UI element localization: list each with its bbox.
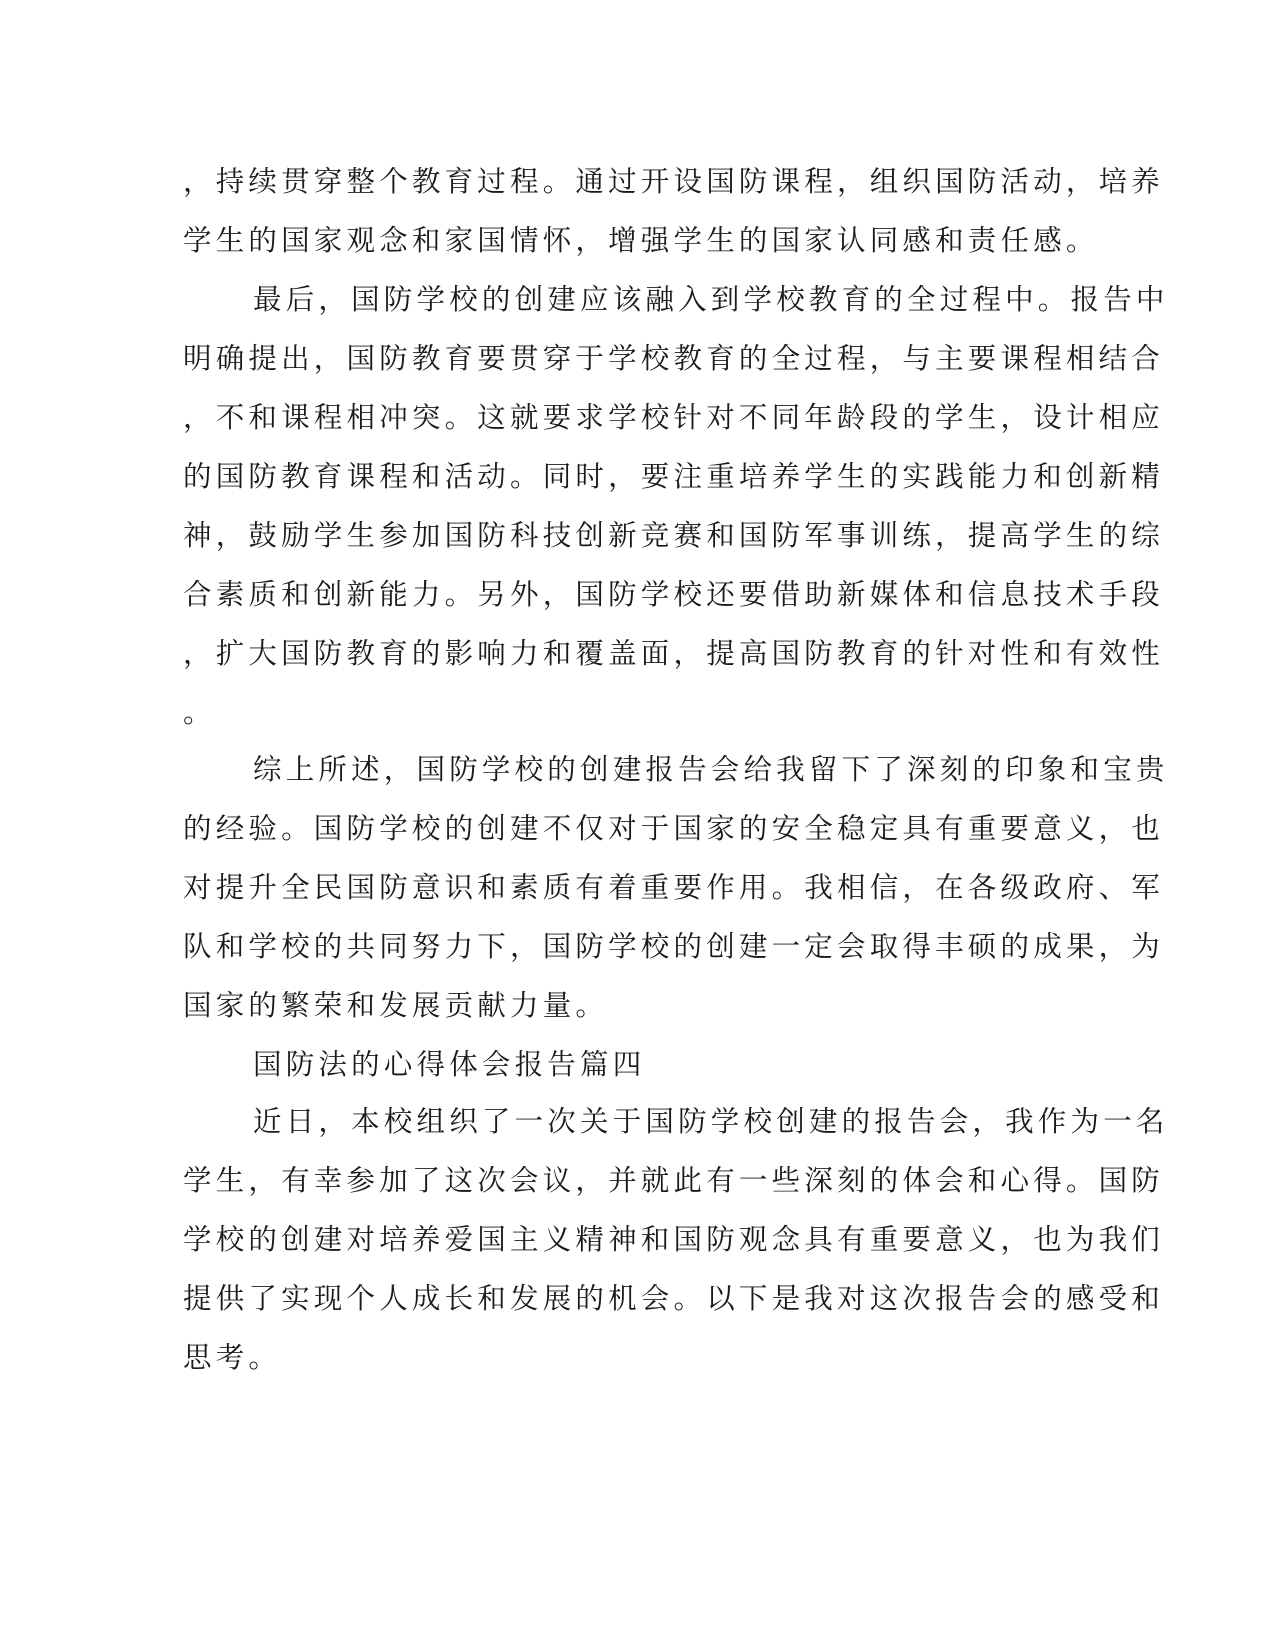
paragraph-line: 国家的繁荣和发展贡献力量。 xyxy=(183,989,609,1022)
section-heading: 国防法的心得体会报告篇四 xyxy=(253,1048,646,1081)
paragraph-line: 神，鼓励学生参加国防科技创新竞赛和国防军事训练，提高学生的综 xyxy=(183,519,1165,552)
paragraph-line: 的国防教育课程和活动。同时，要注重培养学生的实践能力和创新精 xyxy=(183,460,1165,493)
paragraph-line: ，持续贯穿整个教育过程。通过开设国防课程，组织国防活动，培养 xyxy=(183,165,1165,198)
paragraph-line: 最后，国防学校的创建应该融入到学校教育的全过程中。报告中 xyxy=(253,283,1169,316)
paragraph-line: 。 xyxy=(183,696,216,729)
paragraph-line: 思考。 xyxy=(183,1341,282,1374)
paragraph-line: 对提升全民国防意识和素质有着重要作用。我相信，在各级政府、军 xyxy=(183,871,1165,904)
paragraph-line: ，不和课程相冲突。这就要求学校针对不同年龄段的学生，设计相应 xyxy=(183,401,1165,434)
paragraph-line: 近日，本校组织了一次关于国防学校创建的报告会，我作为一名 xyxy=(253,1105,1169,1138)
paragraph-line: 提供了实现个人成长和发展的机会。以下是我对这次报告会的感受和 xyxy=(183,1282,1165,1315)
paragraph-line: 学生，有幸参加了这次会议，并就此有一些深刻的体会和心得。国防 xyxy=(183,1164,1165,1197)
paragraph-line: 学校的创建对培养爱国主义精神和国防观念具有重要意义，也为我们 xyxy=(183,1223,1165,1256)
paragraph-line: 综上所述，国防学校的创建报告会给我留下了深刻的印象和宝贵 xyxy=(253,753,1169,786)
paragraph-line: 学生的国家观念和家国情怀，增强学生的国家认同感和责任感。 xyxy=(183,224,1099,257)
paragraph-line: 明确提出，国防教育要贯穿于学校教育的全过程，与主要课程相结合 xyxy=(183,342,1165,375)
paragraph-line: 合素质和创新能力。另外，国防学校还要借助新媒体和信息技术手段 xyxy=(183,578,1165,611)
paragraph-line: ，扩大国防教育的影响力和覆盖面，提高国防教育的针对性和有效性 xyxy=(183,637,1165,670)
paragraph-line: 的经验。国防学校的创建不仅对于国家的安全稳定具有重要意义，也 xyxy=(183,812,1165,845)
paragraph-line: 队和学校的共同努力下，国防学校的创建一定会取得丰硕的成果，为 xyxy=(183,930,1165,963)
